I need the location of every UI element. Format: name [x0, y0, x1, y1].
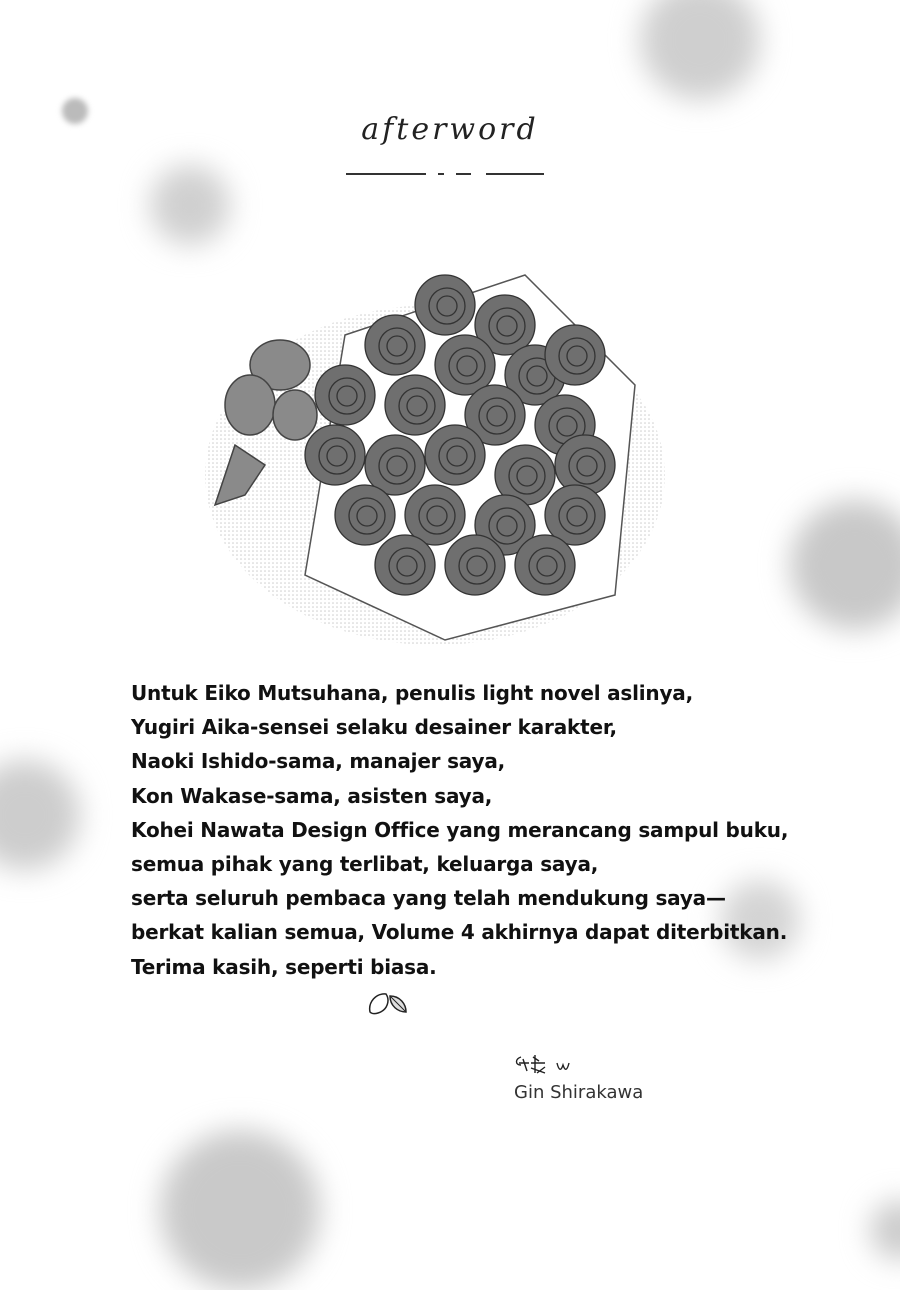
message-line: Kohei Nawata Design Office yang merancang sampul buku, — [131, 817, 789, 842]
bokeh-decoration — [870, 1200, 900, 1260]
lemon-icon — [366, 990, 410, 1016]
message-line: semua pihak yang terlibat, keluarga saya, — [131, 852, 599, 877]
message-line: Untuk Eiko Mutsuhana, penulis light novel aslinya, — [131, 681, 694, 705]
rose — [445, 535, 505, 595]
rose — [545, 325, 605, 385]
rose — [425, 425, 485, 485]
message-line: Naoki Ishido-sama, manajer saya, — [131, 749, 506, 774]
message-line: Yugiri Aika-sensei selaku desainer karakter, — [131, 715, 617, 740]
rose — [365, 315, 425, 375]
message-line: serta seluruh pembaca yang telah mendukung saya— — [131, 886, 726, 911]
rose — [305, 425, 365, 485]
afterword-message — [131, 676, 788, 984]
rose — [335, 485, 395, 545]
message-line: berkat kalian semua, Volume 4 akhirnya dapat diterbitkan. — [131, 920, 788, 945]
rose — [515, 535, 575, 595]
bokeh-decoration — [640, 0, 760, 100]
bokeh-decoration — [790, 500, 900, 630]
rose — [555, 435, 615, 495]
rose — [315, 365, 375, 425]
rose — [415, 275, 475, 335]
message-line: Terima kasih, seperti biasa. — [131, 954, 437, 979]
rose — [385, 375, 445, 435]
bokeh-decoration — [160, 1130, 320, 1290]
author-name: Gin Shirakawa — [514, 1082, 644, 1103]
author-signature — [513, 1053, 573, 1075]
message-line: Kon Wakase-sama, asisten saya, — [131, 783, 493, 808]
rose — [375, 535, 435, 595]
rose-bouquet-illustration — [195, 265, 665, 650]
title-divider — [346, 173, 544, 175]
bokeh-decoration — [0, 760, 80, 870]
bokeh-decoration — [150, 165, 230, 245]
page-title: afterword — [361, 112, 539, 147]
